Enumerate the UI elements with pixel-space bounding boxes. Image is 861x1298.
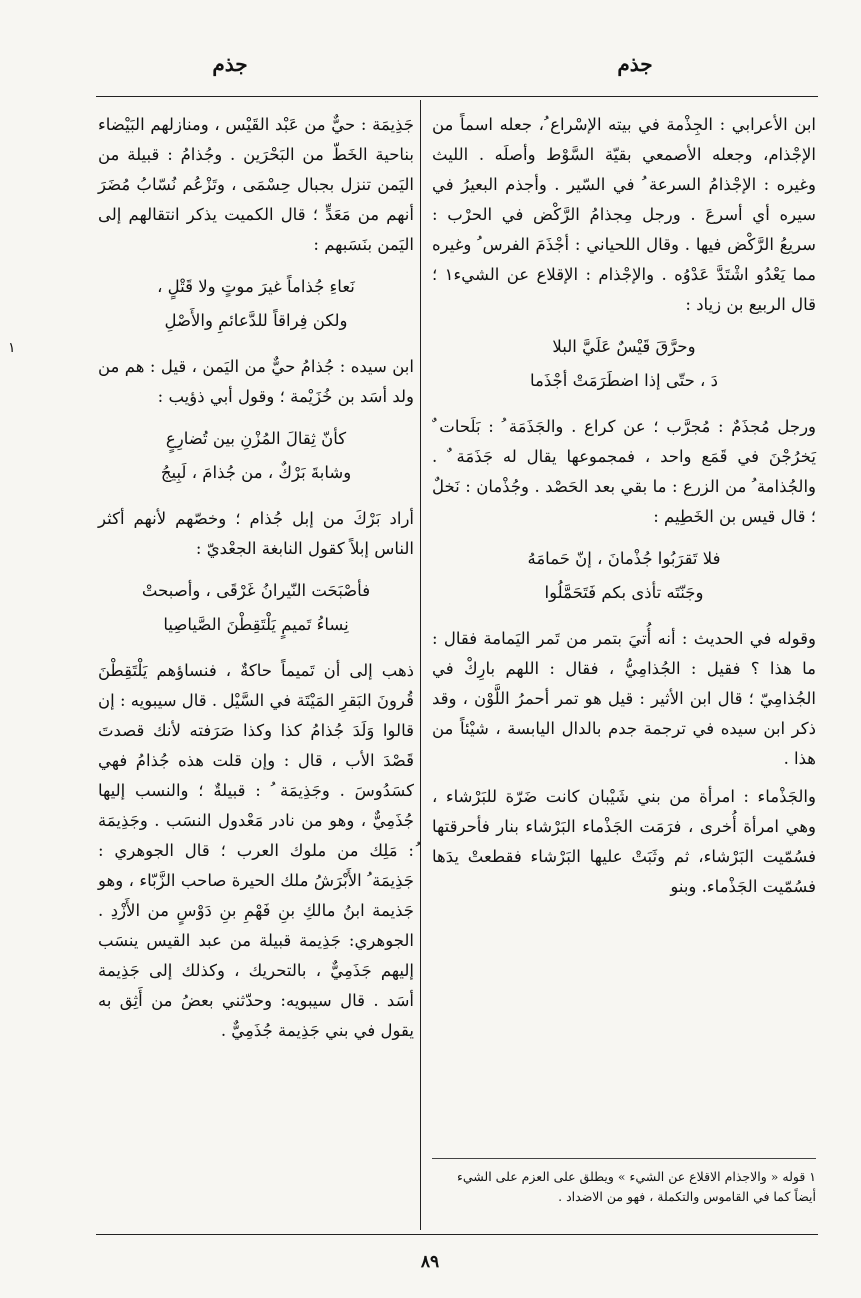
top-rule (96, 96, 818, 97)
left-verse-2-line-2: وشابةَ بَرْكٌ ، من جُذامَ ، لَبِيجُ (160, 463, 352, 482)
right-paragraph-1: ابن الأعرابي : الجِذْمة في بيته الإسْراع ُ، جعله اسماً من الإجْذام، وجعله الأصمعي بقيّة السَّوْط وأصلَه . الليث وغيره : الإجْذامُ السرعة ُ في السّير . وأجذم البعيرُ في سيره أي أسرعَ . ورجل مِجذامُ الرَّكْض في الحرْب : سريعُ الرَّكْض فيها . وقال اللحياني : أجْذَمَ الفرس ُ وغيره مما يَعْدُو اشْتَدَّ عَدْوُه . والإجْذام : الإقلاع عن الشيء١ ؛ قال الربيع بن زياد : (432, 115, 816, 314)
right-paragraph-3: وقوله في الحديث : أنه أُتيَ بتمر من تَمر اليَمامة فقال : ما هذا ؟ فقيل : الجُذامِيُّ ، فقال : اللهم بارِكْ في الجُذامِيّ ؛ قال ابن الأثير : قيل هو تمر أحمرُ اللَّوْن ، وقد ذكر ابن سيده في ترجمة جدم بالدال اليابسة ، شيْئاً من هذا . (432, 629, 816, 768)
footnote: ١ قوله « والاجذام الاقلاع عن الشيء » ويطلق على العزم على الشيء أيضاً كما في القاموس والتكملة ، فهو من الاضداد . (432, 1158, 816, 1207)
right-header-title: جذم (617, 52, 653, 76)
column-divider (420, 100, 421, 1230)
left-paragraph-4: ذهب إلى أن تَميماً حاكةٌ ، فنساؤهم يَلْتَقِطْنَ قُرونَ البَقرِ المَيْتَة في السَّيْل . قال سيبويه : إن قالوا وَلَدَ جُذامُ كذا وكذا صَرَفته لأنك قصدتَ قَصْدَ الأب ، قال : وإن قلت هذه جُذامُ فهي كسَدُوسَ . وجَذِيمَة ُ : قبيلةٌ ؛ والنسب إليها جُذَمِيٌّ ، وهو من نادر مَعْدول النسَب . وجَذِيمَة ُ: مَلِك من ملوك العرب ؛ قال الجوهري : جَذِيمَة ُ الأَبْرَشُ ملك الحيرة صاحب الزَّبّاء ، وهو جَذيمة ابنُ مالكِ بنِ فَهْمِ بنِ دَوْسٍ من الأَزْدِ . الجوهري: جَذِيمة قبيلة من عبد القيس ينسَب إليهم جَذَمِيٌّ ، بالتحريك ، وكذلك إلى جَذِيمة أسَد . قال سيبويه: وحدّثني بعضُ من أَثِق به يقول في بني جَذِيمة جُذَمِيٌّ . (98, 661, 414, 1040)
right-verse-1-line-1: وحرَّقَ قَيْسٌ عَلَيَّ البلا (552, 337, 696, 356)
left-paragraph-2: ابن سيده : جُذامُ حيٌّ من اليَمن ، قيل : هم من ولد أسَد بن خُزَيْمة ؛ وقول أبي ذؤيب : (98, 357, 414, 406)
left-verse-3-line-2: نِساءُ تَميمٍ يَلْتَقِطْنَ الصَّياصِيا (163, 615, 349, 634)
right-verse-1-line-2: دَ ، حتّى إذا اضطَرَمَتْ أجْذَما (530, 371, 718, 390)
page-number: ٨٩ (420, 1252, 440, 1272)
left-paragraph-3: أراد بَرْكَ من إبل جُذام ؛ وخصّهم لأنهم أكثر الناس إبلاً كقول النابغة الجعْديّ : (98, 509, 414, 558)
right-paragraph-2: ورجل مُجذَمٌ : مُجرَّب ؛ عن كراع . والجَذَمَة ُ : بَلَحات ٌ يَخرُجْنَ في قَمَع واحد ، فمجموعها يقال له جَذَمَة ٌ . والجُذامة ُ من الزرع : ما بقي بعد الحَصْد . وجُذْمان : نَخلٌ ؛ قال قيس بن الخَطِيم : (432, 417, 816, 526)
right-verse-2-line-1: فلا تَقرَبُوا جُذْمانَ ، إنّ حَمامَهُ (527, 549, 721, 568)
left-verse-1-line-1: نَعاءِ جُذاماً غيرَ موتٍ ولا قَتْلٍ ، (157, 277, 355, 296)
left-verse-3-line-1: فأصْبَحَت النّيرانُ غَرْقَى ، وأصبحتْ (141, 581, 371, 600)
left-header-title: جذم (212, 52, 248, 76)
left-verse-3 (98, 574, 414, 642)
left-verse-1-line-2: ولكن فِراقاً للدَّعائمِ والأَصْلِ (164, 311, 348, 330)
right-verse-2 (432, 542, 816, 610)
left-verse-2-line-1: كأنّ ثِقالَ المُزْنِ بين تُضارِعٍ (165, 429, 347, 448)
margin-footnote-mark: ١ (8, 340, 16, 356)
left-paragraph-1: جَذِيمَة : حيٌّ من عَبْد القَيْس ، ومنازلهم البَيْضاء بناحية الخَطّ من البَحْرَين . وجُذامُ : قبيلة من اليَمن تنزل بجبال حِسْمَى ، وتَزْعُم نُسّابُ مُضَرَ أنهم من مَعَدٍّ ؛ قال الكميت يذكر انتقالهم إلى اليَمن بنَسَبهم : (98, 115, 414, 254)
left-column (98, 110, 414, 1054)
right-verse-2-line-2: وجَنّتَه تأذى بكم فَتَحَمَّلُوا (544, 583, 704, 602)
left-verse-1 (98, 270, 414, 338)
right-paragraph-4: والجَذْماء : امرأة من بني شَيْبان كانت ضَرّة للبَرْشاء ، وهي امرأة أُخرى ، فرَمَت الجَذْماء البَرْشاء بنار فأحرقتها فسُمّيت البَرْشاء، ثم وثَبَتْ عليها البَرْشاء فقطعتْ يدَها فسُمّيت الجَذْماء. وبنو (432, 787, 816, 896)
right-column (432, 110, 816, 910)
left-verse-2 (98, 422, 414, 490)
right-verse-1 (432, 330, 816, 398)
bottom-rule (96, 1234, 818, 1235)
